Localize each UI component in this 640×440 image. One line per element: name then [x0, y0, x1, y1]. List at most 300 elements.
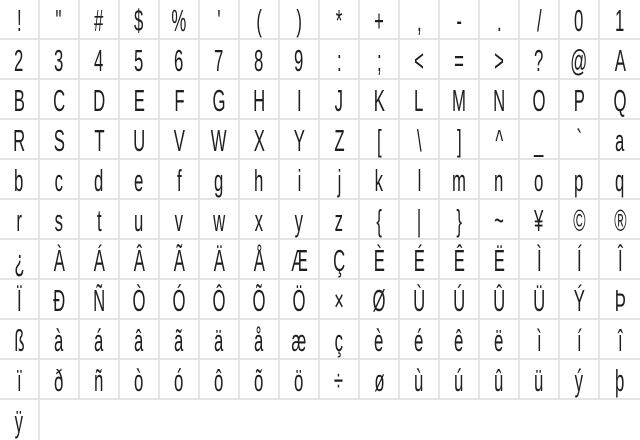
- glyph-cell[interactable]: [480, 240, 520, 280]
- glyph: #: [94, 2, 104, 38]
- glyph-cell[interactable]: [80, 80, 120, 120]
- glyph-cell[interactable]: [600, 40, 640, 80]
- glyph-cell[interactable]: [120, 280, 160, 320]
- glyph-cell[interactable]: [160, 320, 200, 360]
- glyph-cell[interactable]: [560, 0, 600, 40]
- glyph-cell[interactable]: [40, 120, 80, 160]
- glyph-cell[interactable]: [40, 160, 80, 200]
- glyph: E: [133, 82, 145, 118]
- glyph: X: [253, 122, 265, 158]
- glyph-cell[interactable]: [320, 320, 360, 360]
- glyph: 9: [294, 42, 304, 78]
- glyph: ã: [174, 322, 184, 358]
- glyph: Ç: [332, 242, 346, 278]
- glyph-cell[interactable]: [160, 40, 200, 80]
- glyph: Î: [617, 242, 623, 278]
- glyph: ,: [416, 2, 422, 38]
- glyph-cell[interactable]: [400, 0, 440, 40]
- glyph: -: [456, 2, 462, 38]
- glyph-cell[interactable]: [200, 0, 240, 40]
- glyph: B: [13, 82, 25, 118]
- glyph-cell[interactable]: [0, 40, 40, 80]
- glyph-cell[interactable]: [360, 40, 400, 80]
- glyph: L: [414, 82, 424, 118]
- glyph-cell[interactable]: [440, 240, 480, 280]
- glyph: ï: [16, 362, 22, 398]
- glyph-cell[interactable]: [240, 360, 280, 400]
- glyph-cell[interactable]: [360, 120, 400, 160]
- glyph: â: [134, 322, 144, 358]
- glyph-cell[interactable]: [600, 320, 640, 360]
- glyph-cell[interactable]: [320, 0, 360, 40]
- glyph: Ñ: [92, 282, 106, 318]
- glyph: t: [96, 202, 102, 238]
- glyph-cell[interactable]: [160, 80, 200, 120]
- glyph: á: [94, 322, 104, 358]
- glyph-cell[interactable]: [0, 200, 40, 240]
- glyph: û: [494, 362, 504, 398]
- glyph: Ã: [173, 242, 185, 278]
- glyph: Ö: [292, 282, 306, 318]
- glyph-cell[interactable]: [80, 200, 120, 240]
- glyph: Ø: [372, 282, 386, 318]
- glyph: i: [297, 162, 301, 198]
- glyph: a: [615, 122, 625, 158]
- glyph: Ý: [573, 282, 585, 318]
- glyph-cell[interactable]: [520, 280, 560, 320]
- glyph-cell[interactable]: [440, 120, 480, 160]
- glyph: ~: [494, 202, 504, 238]
- glyph: ý: [574, 362, 584, 398]
- glyph-cell[interactable]: [160, 200, 200, 240]
- glyph: R: [12, 122, 26, 158]
- glyph-cell[interactable]: [560, 200, 600, 240]
- glyph-cell[interactable]: [80, 320, 120, 360]
- glyph-cell[interactable]: [160, 360, 200, 400]
- glyph: k: [374, 162, 384, 198]
- glyph: ÿ: [14, 403, 24, 439]
- glyph: l: [417, 162, 421, 198]
- glyph: ©: [572, 202, 586, 238]
- glyph: ": [56, 2, 62, 38]
- glyph-cell[interactable]: [480, 200, 520, 240]
- glyph-cell[interactable]: [600, 200, 640, 240]
- glyph-cell[interactable]: [280, 240, 320, 280]
- glyph: 7: [214, 42, 224, 78]
- glyph-cell[interactable]: [80, 360, 120, 400]
- glyph-cell[interactable]: [560, 40, 600, 80]
- glyph: 1: [615, 2, 625, 38]
- glyph-cell[interactable]: [240, 200, 280, 240]
- glyph-cell[interactable]: [120, 160, 160, 200]
- glyph: ø: [373, 362, 385, 398]
- glyph-cell[interactable]: [520, 120, 560, 160]
- glyph: w: [212, 202, 226, 238]
- glyph: É: [413, 242, 425, 278]
- glyph: _: [534, 122, 544, 158]
- glyph: <: [414, 42, 424, 78]
- glyph: Æ: [290, 242, 308, 278]
- glyph-cell[interactable]: [80, 160, 120, 200]
- glyph-cell[interactable]: [400, 280, 440, 320]
- glyph-cell[interactable]: [200, 80, 240, 120]
- glyph-cell[interactable]: [360, 320, 400, 360]
- glyph-cell[interactable]: [600, 0, 640, 40]
- glyph-cell[interactable]: [280, 0, 320, 40]
- glyph-cell[interactable]: [520, 200, 560, 240]
- glyph-cell[interactable]: [520, 40, 560, 80]
- glyph-cell[interactable]: [440, 80, 480, 120]
- glyph-cell[interactable]: [400, 40, 440, 80]
- glyph: e: [134, 162, 144, 198]
- glyph: q: [615, 162, 625, 198]
- glyph-cell[interactable]: [200, 240, 240, 280]
- glyph-cell[interactable]: [600, 240, 640, 280]
- glyph: |: [416, 202, 422, 238]
- glyph-cell[interactable]: [360, 280, 400, 320]
- glyph: Y: [293, 122, 305, 158]
- glyph-cell[interactable]: [520, 80, 560, 120]
- glyph: *: [335, 2, 343, 38]
- glyph-cell[interactable]: [40, 360, 80, 400]
- glyph-cell[interactable]: [120, 120, 160, 160]
- glyph-cell[interactable]: [160, 120, 200, 160]
- glyph-cell[interactable]: [0, 120, 40, 160]
- glyph-cell[interactable]: [320, 280, 360, 320]
- glyph: þ: [615, 362, 625, 398]
- glyph: Ó: [172, 282, 186, 318]
- glyph: 2: [14, 42, 24, 78]
- glyph-cell[interactable]: [480, 280, 520, 320]
- glyph-cell[interactable]: [520, 0, 560, 40]
- glyph: Ä: [213, 242, 225, 278]
- glyph-cell[interactable]: [480, 320, 520, 360]
- glyph: Å: [253, 242, 265, 278]
- glyph-cell[interactable]: [40, 200, 80, 240]
- glyph-cell[interactable]: [0, 400, 40, 440]
- glyph: è: [374, 322, 384, 358]
- glyph-cell[interactable]: [600, 280, 640, 320]
- glyph: r: [16, 202, 22, 238]
- glyph-cell[interactable]: [440, 280, 480, 320]
- glyph-cell[interactable]: [560, 160, 600, 200]
- glyph-cell[interactable]: [280, 280, 320, 320]
- glyph-cell[interactable]: [480, 120, 520, 160]
- glyph: U: [132, 122, 146, 158]
- glyph-cell[interactable]: [120, 240, 160, 280]
- glyph-cell[interactable]: [0, 240, 40, 280]
- glyph-cell[interactable]: [600, 160, 640, 200]
- glyph: S: [53, 122, 65, 158]
- glyph-cell[interactable]: [440, 320, 480, 360]
- glyph: Õ: [252, 282, 266, 318]
- glyph-cell[interactable]: [240, 160, 280, 200]
- glyph-cell[interactable]: [280, 40, 320, 80]
- glyph-cell[interactable]: [400, 240, 440, 280]
- glyph-cell[interactable]: [120, 40, 160, 80]
- glyph: í: [576, 322, 582, 358]
- glyph: !: [16, 2, 22, 38]
- glyph-cell[interactable]: [80, 40, 120, 80]
- glyph: 0: [574, 2, 584, 38]
- glyph-cell[interactable]: [120, 80, 160, 120]
- glyph: V: [173, 122, 185, 158]
- glyph: z: [334, 202, 344, 238]
- glyph-cell[interactable]: [320, 360, 360, 400]
- glyph-cell[interactable]: [280, 360, 320, 400]
- glyph-cell[interactable]: [240, 320, 280, 360]
- glyph-cell[interactable]: [320, 200, 360, 240]
- glyph: =: [454, 42, 464, 78]
- glyph-cell[interactable]: [40, 320, 80, 360]
- glyph: ß: [13, 322, 25, 358]
- glyph-cell[interactable]: [200, 120, 240, 160]
- glyph: u: [134, 202, 144, 238]
- glyph: m: [452, 162, 466, 198]
- glyph-cell[interactable]: [200, 360, 240, 400]
- glyph-cell[interactable]: [360, 240, 400, 280]
- glyph-cell[interactable]: [40, 80, 80, 120]
- glyph-cell[interactable]: [400, 80, 440, 120]
- glyph: {: [376, 202, 382, 238]
- glyph-cell[interactable]: [360, 160, 400, 200]
- glyph: ð: [54, 362, 64, 398]
- glyph: ò: [134, 362, 144, 398]
- glyph: Ò: [132, 282, 146, 318]
- glyph-cell[interactable]: [40, 40, 80, 80]
- glyph: I: [296, 82, 302, 118]
- glyph-cell[interactable]: [480, 360, 520, 400]
- glyph: ?: [534, 42, 544, 78]
- glyph: D: [92, 82, 106, 118]
- glyph-cell[interactable]: [440, 40, 480, 80]
- glyph: Ï: [16, 282, 22, 318]
- glyph: ×: [334, 282, 344, 318]
- glyph-cell[interactable]: [200, 280, 240, 320]
- glyph-cell[interactable]: [400, 320, 440, 360]
- glyph: v: [174, 202, 184, 238]
- glyph-cell[interactable]: [440, 0, 480, 40]
- glyph-cell[interactable]: [80, 0, 120, 40]
- glyph: A: [614, 42, 626, 78]
- glyph-cell[interactable]: [320, 240, 360, 280]
- glyph-cell[interactable]: [400, 120, 440, 160]
- glyph: M: [452, 82, 466, 118]
- glyph-cell[interactable]: [120, 360, 160, 400]
- glyph: j: [337, 162, 341, 198]
- glyph: ]: [456, 122, 462, 158]
- glyph: +: [374, 2, 384, 38]
- glyph-cell[interactable]: [240, 280, 280, 320]
- glyph: Í: [576, 242, 582, 278]
- glyph-cell[interactable]: [120, 320, 160, 360]
- glyph: ä: [214, 322, 224, 358]
- glyph-cell[interactable]: [320, 40, 360, 80]
- glyph-cell[interactable]: [160, 160, 200, 200]
- glyph-cell[interactable]: [520, 320, 560, 360]
- glyph-cell[interactable]: [120, 0, 160, 40]
- glyph-cell[interactable]: [240, 80, 280, 120]
- glyph: ú: [454, 362, 464, 398]
- glyph-cell[interactable]: [480, 160, 520, 200]
- glyph: g: [214, 162, 224, 198]
- glyph: N: [492, 82, 506, 118]
- glyph: o: [534, 162, 544, 198]
- glyph-cell[interactable]: [360, 200, 400, 240]
- glyph: ;: [376, 42, 382, 78]
- glyph-cell[interactable]: [480, 0, 520, 40]
- glyph-cell[interactable]: [560, 120, 600, 160]
- glyph-cell[interactable]: [360, 80, 400, 120]
- glyph: Ê: [453, 242, 465, 278]
- glyph-cell[interactable]: [280, 320, 320, 360]
- glyph: s: [54, 202, 64, 238]
- glyph-cell[interactable]: [280, 120, 320, 160]
- glyph: 8: [254, 42, 264, 78]
- glyph-cell[interactable]: [560, 360, 600, 400]
- glyph: }: [456, 202, 462, 238]
- glyph-cell[interactable]: [0, 360, 40, 400]
- glyph: T: [93, 122, 105, 158]
- glyph-cell[interactable]: [200, 320, 240, 360]
- glyph: (: [256, 2, 262, 38]
- glyph-cell[interactable]: [0, 280, 40, 320]
- glyph-cell[interactable]: [560, 280, 600, 320]
- glyph: .: [496, 2, 502, 38]
- glyph: ¥: [534, 202, 544, 238]
- glyph-cell[interactable]: [520, 160, 560, 200]
- glyph: W: [211, 122, 227, 158]
- glyph-cell[interactable]: [240, 120, 280, 160]
- glyph-cell[interactable]: [320, 80, 360, 120]
- glyph: 5: [134, 42, 144, 78]
- glyph: Û: [492, 282, 506, 318]
- glyph: f: [176, 162, 182, 198]
- glyph: Ë: [493, 242, 505, 278]
- glyph-cell[interactable]: [280, 80, 320, 120]
- glyph-cell[interactable]: [560, 320, 600, 360]
- glyph: Z: [333, 122, 345, 158]
- glyph: Ù: [412, 282, 426, 318]
- glyph: `: [576, 122, 582, 158]
- glyph-cell[interactable]: [400, 360, 440, 400]
- glyph: /: [536, 2, 542, 38]
- glyph-cell[interactable]: [200, 40, 240, 80]
- glyph: À: [53, 242, 65, 278]
- glyph: å: [254, 322, 264, 358]
- glyph-cell[interactable]: [0, 160, 40, 200]
- glyph: ó: [174, 362, 184, 398]
- glyph-cell[interactable]: [240, 40, 280, 80]
- glyph: ù: [414, 362, 424, 398]
- glyph-cell[interactable]: [320, 160, 360, 200]
- glyph-cell[interactable]: [280, 160, 320, 200]
- glyph-cell[interactable]: [200, 160, 240, 200]
- glyph: >: [494, 42, 504, 78]
- glyph-cell[interactable]: [160, 0, 200, 40]
- glyph: Ð: [52, 282, 66, 318]
- glyph: b: [14, 162, 24, 198]
- glyph: h: [254, 162, 264, 198]
- glyph: ö: [294, 362, 304, 398]
- glyph-cell[interactable]: [520, 240, 560, 280]
- glyph-cell[interactable]: [240, 0, 280, 40]
- glyph-cell[interactable]: [440, 360, 480, 400]
- glyph-cell[interactable]: [40, 0, 80, 40]
- glyph-cell[interactable]: [600, 120, 640, 160]
- glyph-cell[interactable]: [560, 80, 600, 120]
- glyph-cell[interactable]: [160, 240, 200, 280]
- glyph: p: [574, 162, 584, 198]
- glyph-cell[interactable]: [40, 240, 80, 280]
- glyph: æ: [291, 322, 307, 358]
- glyph: Ü: [532, 282, 546, 318]
- glyph: ): [296, 2, 302, 38]
- glyph: é: [414, 322, 424, 358]
- glyph-cell[interactable]: [400, 200, 440, 240]
- glyph: J: [334, 82, 344, 118]
- glyph-cell[interactable]: [0, 320, 40, 360]
- glyph: @: [570, 42, 588, 78]
- glyph: x: [254, 202, 264, 238]
- glyph-cell[interactable]: [0, 0, 40, 40]
- glyph-cell[interactable]: [0, 80, 40, 120]
- glyph-cell[interactable]: [200, 200, 240, 240]
- glyph: ô: [214, 362, 224, 398]
- glyph-cell[interactable]: [40, 280, 80, 320]
- glyph-cell[interactable]: [480, 80, 520, 120]
- glyph: G: [212, 82, 226, 118]
- glyph: 4: [94, 42, 104, 78]
- glyph: È: [373, 242, 385, 278]
- glyph-cell[interactable]: [440, 200, 480, 240]
- glyph: ¿: [13, 242, 25, 278]
- glyph-cell[interactable]: [160, 280, 200, 320]
- glyph-cell[interactable]: [360, 360, 400, 400]
- glyph-cell[interactable]: [600, 360, 640, 400]
- glyph-cell[interactable]: [480, 40, 520, 80]
- glyph-cell[interactable]: [400, 160, 440, 200]
- glyph: P: [573, 82, 585, 118]
- glyph-cell[interactable]: [600, 80, 640, 120]
- glyph: n: [494, 162, 504, 198]
- glyph: ^: [495, 122, 503, 158]
- glyph: O: [532, 82, 546, 118]
- glyph: 3: [54, 42, 64, 78]
- glyph: Ú: [452, 282, 466, 318]
- glyph-cell[interactable]: [360, 0, 400, 40]
- glyph: ë: [494, 322, 504, 358]
- glyph: ü: [534, 362, 544, 398]
- glyph-cell[interactable]: [320, 120, 360, 160]
- glyph: c: [54, 162, 64, 198]
- glyph-cell[interactable]: [280, 200, 320, 240]
- glyph-cell[interactable]: [440, 160, 480, 200]
- glyph-cell[interactable]: [240, 240, 280, 280]
- glyph: [: [376, 122, 382, 158]
- glyph: %: [171, 2, 187, 38]
- glyph-cell[interactable]: [80, 120, 120, 160]
- glyph-cell[interactable]: [80, 280, 120, 320]
- glyph: à: [54, 322, 64, 358]
- glyph: Ì: [536, 242, 542, 278]
- glyph: ñ: [94, 362, 104, 398]
- glyph: Q: [613, 82, 627, 118]
- glyph-cell[interactable]: [560, 240, 600, 280]
- glyph-cell[interactable]: [80, 240, 120, 280]
- glyph-cell[interactable]: [520, 360, 560, 400]
- glyph-cell[interactable]: [120, 200, 160, 240]
